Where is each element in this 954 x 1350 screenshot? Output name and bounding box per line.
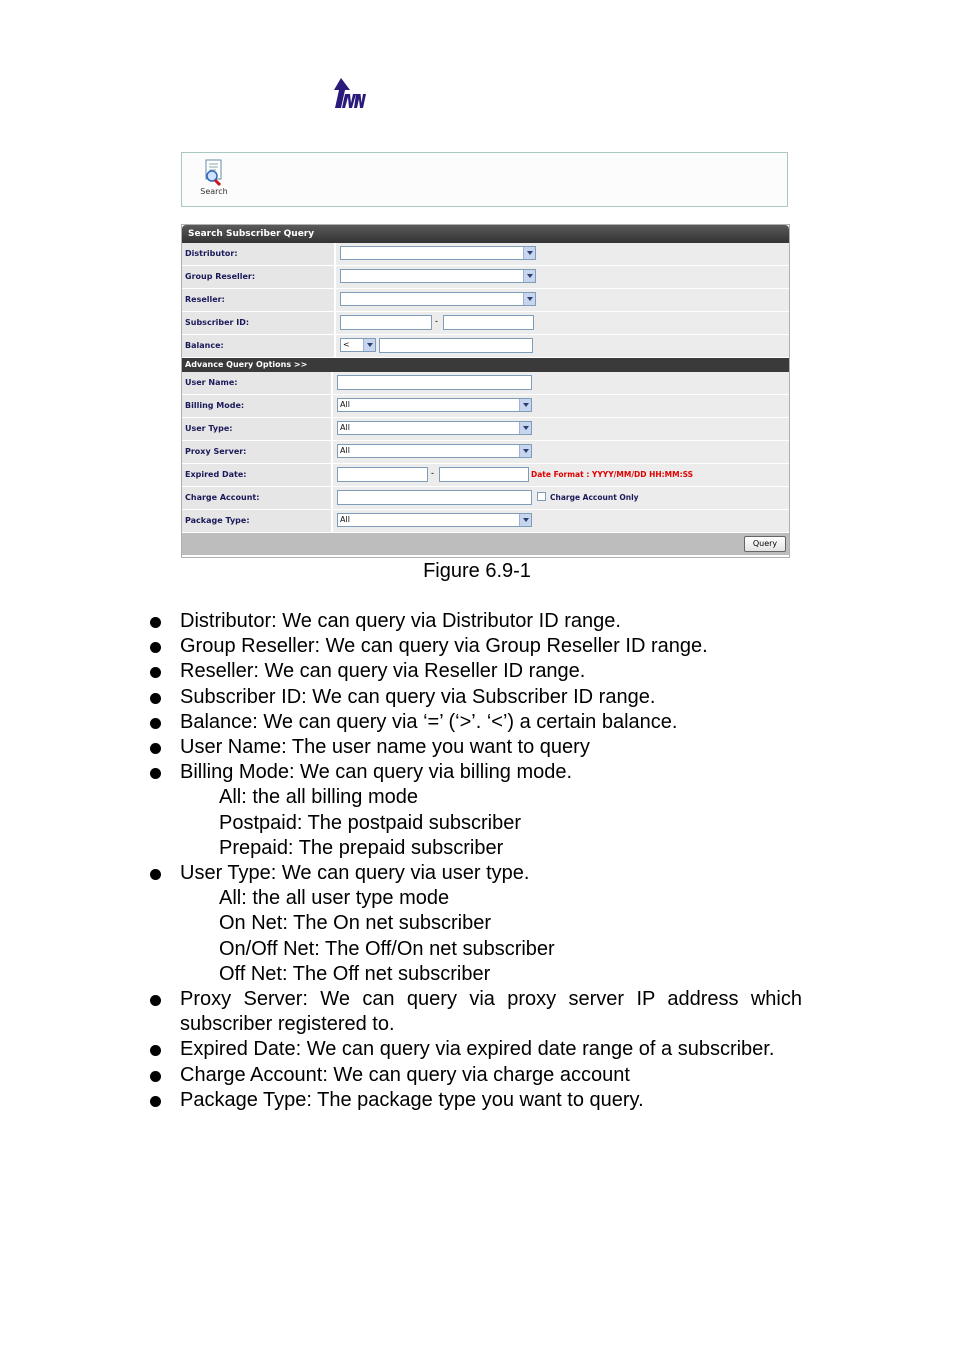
sub-item: Off Net: The Off net subscriber	[219, 962, 491, 985]
chevron-down-icon	[523, 270, 535, 282]
sub-item: Prepaid: The prepaid subscriber	[219, 836, 504, 859]
list-item	[148, 1063, 802, 1088]
search-subscriber-panel	[181, 224, 790, 558]
sub-item: All: the all billing mode	[219, 786, 418, 809]
chevron-down-icon	[363, 339, 375, 351]
list-item	[148, 1088, 802, 1113]
panel-footer	[182, 533, 789, 555]
range-dash: -	[431, 468, 434, 478]
balance-operator-value: <	[343, 340, 350, 349]
expired-date-row	[182, 464, 789, 487]
sub-item: On Net: The On net subscriber	[219, 912, 491, 935]
chevron-down-icon	[519, 399, 531, 411]
reseller-select[interactable]	[340, 292, 536, 306]
subscriber-id-to-input[interactable]	[443, 315, 534, 330]
proxy-server-select[interactable]	[337, 444, 532, 458]
list-item	[148, 861, 802, 886]
list-item-text: Expired Date: We can query via expired date range of a subscriber.	[180, 1038, 775, 1061]
list-item-text: User Type: We can query via user type.	[180, 862, 530, 885]
chevron-down-icon	[519, 514, 531, 526]
billing-mode-row	[182, 395, 789, 418]
list-item	[148, 710, 802, 735]
charge-account-input[interactable]	[337, 490, 532, 505]
expired-date-to-input[interactable]	[439, 467, 529, 482]
bullet-icon	[150, 617, 161, 628]
group-reseller-label: Group Reseller:	[182, 266, 336, 288]
bullet-icon	[150, 768, 161, 779]
user-type-value: All	[340, 423, 350, 432]
package-type-value: All	[340, 515, 350, 524]
chevron-down-icon	[519, 445, 531, 457]
charge-account-only-checkbox[interactable]	[537, 492, 546, 501]
bullet-icon	[150, 1096, 161, 1107]
sub-item: All: the all user type mode	[219, 887, 450, 910]
user-name-label: User Name:	[182, 372, 333, 394]
list-item-text: Proxy Server: We can query via proxy server IP address which subscriber registered to.	[180, 988, 802, 1036]
query-button[interactable]: Query	[744, 536, 786, 552]
search-button[interactable]	[194, 159, 234, 199]
list-item-text: Package Type: The package type you want to query.	[180, 1088, 644, 1111]
list-item	[148, 760, 802, 785]
billing-mode-value: All	[340, 400, 350, 409]
panel-title: Search Subscriber Query	[182, 225, 789, 243]
chevron-down-icon	[523, 247, 535, 259]
tw-logo-icon	[332, 78, 368, 108]
bullet-icon	[150, 995, 161, 1006]
bullet-icon	[150, 1045, 161, 1056]
billing-mode-select[interactable]	[337, 398, 532, 412]
list-item	[148, 987, 802, 1037]
bullet-list	[148, 609, 802, 1113]
charge-account-label: Charge Account:	[182, 487, 333, 509]
sub-item: Postpaid: The postpaid subscriber	[219, 811, 522, 834]
proxy-server-value: All	[340, 446, 350, 455]
list-item-text: Distributor: We can query via Distributor ID range.	[180, 610, 621, 632]
list-item-text: Billing Mode: We can query via billing mode.	[180, 761, 573, 784]
proxy-server-row	[182, 441, 789, 464]
figure-caption	[0, 560, 954, 583]
subscriber-id-row	[182, 312, 789, 335]
charge-account-only-label: Charge Account Only	[550, 493, 639, 502]
list-item-text: Charge Account: We can query via charge account	[180, 1063, 630, 1086]
chevron-down-icon	[519, 422, 531, 434]
expired-date-label: Expired Date:	[182, 464, 333, 486]
user-type-select[interactable]	[337, 421, 532, 435]
billing-mode-label: Billing Mode:	[182, 395, 333, 417]
search-document-icon	[201, 159, 227, 187]
user-type-row	[182, 418, 789, 441]
package-type-select[interactable]	[337, 513, 532, 527]
distributor-row	[182, 243, 789, 266]
package-type-label: Package Type:	[182, 510, 333, 532]
list-item	[148, 685, 802, 710]
advance-query-toggle[interactable]: Advance Query Options >>	[182, 358, 789, 372]
list-item-text: Reseller: We can query via Reseller ID range.	[180, 660, 586, 683]
group-reseller-select[interactable]	[340, 269, 536, 283]
chevron-down-icon	[523, 293, 535, 305]
list-item-text: Subscriber ID: We can query via Subscriber ID range.	[180, 685, 656, 708]
balance-row	[182, 335, 789, 358]
user-name-row	[182, 372, 789, 395]
user-name-input[interactable]	[337, 375, 532, 390]
list-item	[148, 1037, 802, 1062]
sub-item: On/Off Net: The Off/On net subscriber	[219, 937, 555, 960]
reseller-row	[182, 289, 789, 312]
toolbar	[181, 152, 788, 207]
distributor-select[interactable]	[340, 246, 536, 260]
list-item-text: Group Reseller: We can query via Group Reseller ID range.	[180, 635, 708, 658]
proxy-server-label: Proxy Server:	[182, 441, 333, 463]
subscriber-id-label: Subscriber ID:	[182, 312, 336, 334]
balance-operator-select[interactable]	[340, 338, 376, 352]
list-item	[148, 659, 802, 684]
distributor-label: Distributor:	[182, 243, 336, 265]
list-item-text: User Name: The user name you want to query	[180, 736, 590, 759]
expired-date-from-input[interactable]	[337, 467, 428, 482]
figure-caption-text: Figure 6.9-1	[423, 560, 531, 582]
user-type-label: User Type:	[182, 418, 333, 440]
balance-label: Balance:	[182, 335, 336, 357]
balance-input[interactable]	[379, 338, 533, 353]
bullet-icon	[150, 743, 161, 754]
list-item	[148, 609, 802, 634]
reseller-label: Reseller:	[182, 289, 336, 311]
bullet-icon	[150, 869, 161, 880]
charge-account-row	[182, 487, 789, 510]
bullet-icon	[150, 718, 161, 729]
bullet-icon	[150, 1071, 161, 1082]
list-item	[148, 735, 802, 760]
subscriber-id-from-input[interactable]	[340, 315, 432, 330]
list-item-text: Balance: We can query via ‘=’ (‘>’. ‘<’) a certain balance.	[180, 710, 678, 733]
group-reseller-row	[182, 266, 789, 289]
list-item	[148, 634, 802, 659]
package-type-row	[182, 510, 789, 533]
bullet-icon	[150, 693, 161, 704]
bullet-icon	[150, 642, 161, 653]
search-label: Search	[200, 187, 228, 196]
bullet-icon	[150, 667, 161, 678]
date-format-hint: Date Format : YYYY/MM/DD HH:MM:SS	[531, 470, 694, 479]
range-dash: -	[435, 316, 438, 326]
